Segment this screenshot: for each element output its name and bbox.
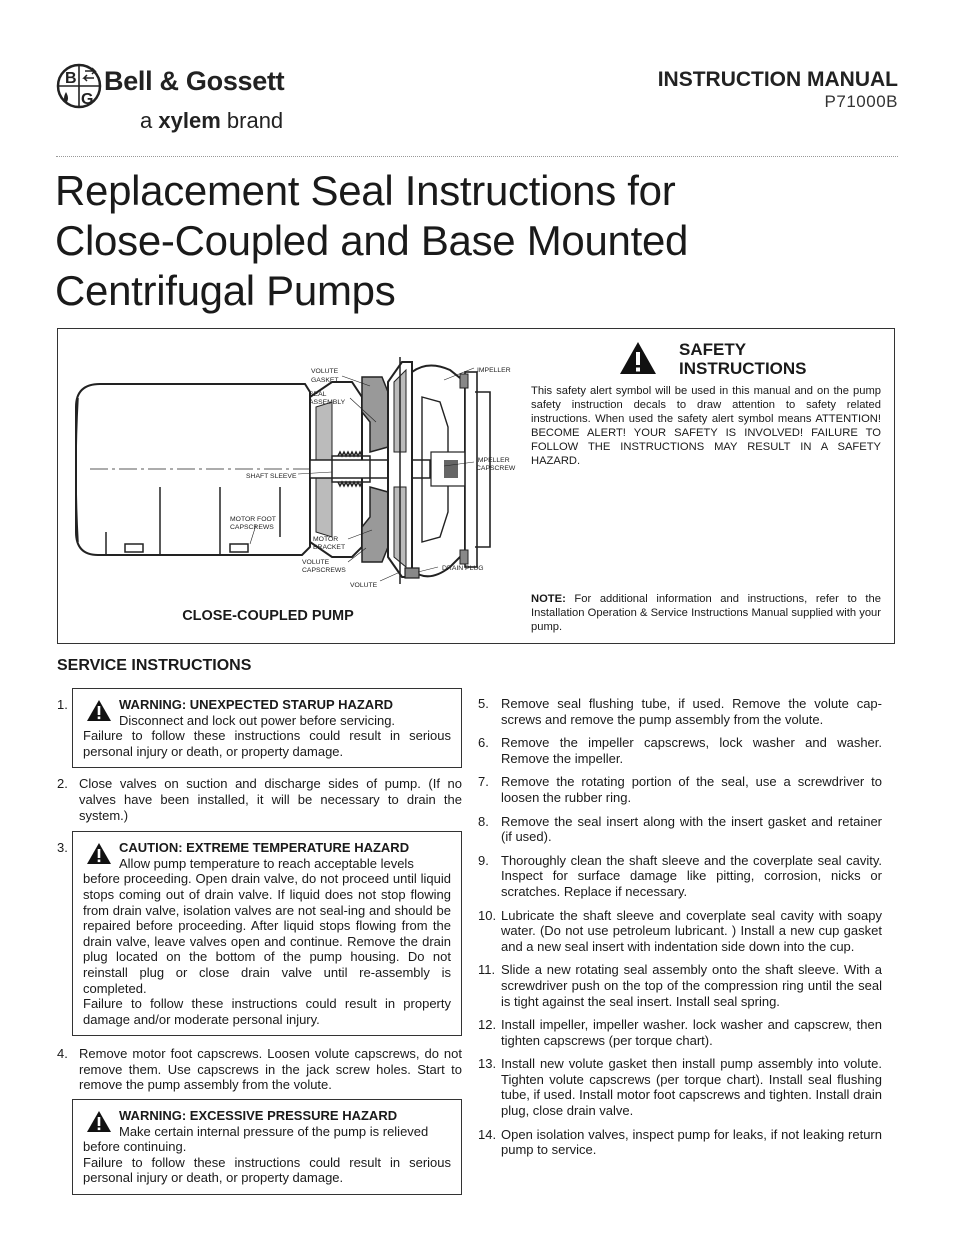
step-number: 2.: [57, 776, 68, 792]
label-volute-capscrews: VOLUTE: [302, 559, 330, 566]
label-motor-foot-capscrews: MOTOR FOOT: [230, 516, 276, 523]
caution-box: CAUTION: EXTREME TEMPERATURE HAZARD Allow pump temperature to reach acceptable levels before proceeding. Open drain valve, do not proceed until liquid stops coming out of drain valve. If liquid does not stop flowing from drain valve, isolation valves are not seal-ing and should be repaired before proceeding. After liquid stops flowing from the drain valve, leave valves open and continue. Remove the drain plug located on the bottom of the pump housing. Do not reinstall plug or close drain valve until re-assembly is completed. Failure to follow these instructions could result in property damage and/or moderate personal injury.: [72, 831, 462, 1036]
label-motor-bracket: MOTOR: [313, 536, 339, 543]
label-impeller-capscrew: IMPELLER: [476, 457, 510, 464]
document-type: INSTRUCTION MANUAL: [657, 68, 898, 91]
step-4: [57, 1046, 462, 1093]
svg-text:ASSEMBLY: ASSEMBLY: [309, 399, 346, 406]
brand-tagline: a xylem brand: [140, 108, 284, 133]
title-line: Close-Coupled and Base Mounted: [55, 217, 689, 264]
safety-description: This safety alert symbol will be used in this manual and on the pump safety instruction decals to draw attention to safety related instructions. When used the safety alert symbol means ATTENTION! BECOME ALERT! YOUR SAFETY IS INVOLVED! FAILURE TO FOLLOW THE INSTRUCTIONS MAY RESULT IN A SAFETY HAZARD.: [531, 385, 881, 467]
svg-text:CAPSCREWS: CAPSCREWS: [302, 567, 346, 574]
step-5: 5. Remove seal flushing tube, if used. Remove the volute cap-screws and remove the pump assembly from the volute.: [478, 696, 882, 727]
step-8: 8. Remove the seal insert along with the insert gasket and retainer (if used).: [478, 813, 882, 845]
svg-text:BRACKET: BRACKET: [313, 544, 346, 551]
pump-diagram: [70, 352, 530, 597]
step-number: 4.: [57, 1046, 68, 1062]
svg-text:CAPSCREWS: CAPSCREWS: [230, 524, 274, 531]
step-7: 7. Remove the rotating portion of the seal, use a screwdriver to loosen the rubber ring.: [478, 774, 882, 805]
page-title: [55, 166, 895, 316]
step-11: 11. Slide a new rotating seal assembly onto the shaft sleeve. With a screwdriver push on the top of the compression ring until the seal is tight against the seal insert. Install seal spring.: [478, 962, 882, 1009]
step-6: 6. Remove the impeller capscrews, lock washer and washer. Remove the impeller.: [478, 735, 882, 766]
xylem-wordmark: xylem: [158, 108, 221, 133]
step-3: [57, 831, 462, 1036]
label-seal-assembly: SEAL: [309, 391, 327, 398]
warning-box: WARNING: UNEXPECTED STARUP HAZARD Disconnect and lock out power before servicing. Failure to follow these instructions could result in serious personal injury or death, or property damage.: [72, 688, 462, 768]
label-shaft-sleeve: SHAFT SLEEVE: [246, 473, 297, 480]
label-drain-plug: DRAIN PLUG: [442, 565, 484, 572]
warning-title: WARNING: UNEXPECTED STARUP HAZARD: [119, 697, 393, 712]
step-text: Close valves on suction and discharge sides of pump. (If no valves have been installed, it will be necessary to drain the system.): [79, 776, 462, 823]
caution-title: CAUTION: EXTREME TEMPERATURE HAZARD: [119, 840, 410, 856]
title-line: Centrifugal Pumps: [55, 267, 396, 314]
note: [531, 592, 881, 634]
diagram-caption: CLOSE-COUPLED PUMP: [182, 608, 354, 624]
step-number: 1.: [57, 697, 68, 712]
note-label: NOTE:: [531, 593, 566, 605]
step-number: 3.: [57, 840, 68, 856]
logo-letter-b: B: [65, 70, 77, 87]
instructions-right-column: [478, 696, 882, 1166]
label-volute-gasket: VOLUTE: [311, 368, 339, 375]
safety-title: SAFETY INSTRUCTIONS: [679, 340, 807, 378]
step-12: 12. Install impeller, impeller washer. lock washer and capscrew, then tighten capscrews (per torque chart).: [478, 1017, 882, 1048]
instructions-left-column: [57, 688, 462, 1195]
step-text: Remove motor foot capscrews. Loosen volute capscrews, do not remove them. Use capscrews in the jack screw holes. Start to remove the pump assembly from the volute.: [79, 1046, 462, 1093]
document-code: P71000B: [824, 92, 898, 111]
warning-icon: [86, 699, 112, 722]
warning-box: WARNING: EXCESSIVE PRESSURE HAZARD Make certain internal pressure of the pump is relieved before continuing. Failure to follow these instructions could result in serious personal injury or death, or property damage.: [72, 1099, 462, 1195]
warning-icon: [86, 1110, 112, 1133]
label-impeller: IMPELLER: [477, 367, 511, 374]
safety-alert-icon: [618, 340, 658, 376]
step-13: 13. Install new volute gasket then install pump assembly into volute. Tighten volute capscrews (per torque chart). Install seal flushing tube, if used. Install motor foot capscrews and tighten. Install drain plug, close drain valve.: [478, 1056, 882, 1119]
warning-icon: [86, 842, 112, 865]
step-14: 14. Open isolation valves, inspect pump for leaks, if not leaking return pump to service.: [478, 1126, 882, 1158]
header-divider: [56, 156, 898, 157]
svg-text:GASKET: GASKET: [311, 377, 339, 384]
service-heading: SERVICE INSTRUCTIONS: [57, 657, 252, 674]
note-body: For additional information and instructions, refer to the Installation Operation & Service Instructions Manual supplied with your pump.: [531, 593, 881, 633]
label-volute: VOLUTE: [350, 582, 378, 589]
step-9: 9. Thoroughly clean the shaft sleeve and the coverplate seal cavity. Inspect for surface damage like pitting, corrosion, nicks or scratches. Replace if necessary.: [478, 852, 882, 899]
svg-text:CAPSCREW: CAPSCREW: [476, 465, 516, 472]
brand-name: Bell & Gossett: [104, 66, 285, 96]
warning-title: WARNING: EXCESSIVE PRESSURE HAZARD: [119, 1108, 398, 1124]
logo-letter-g: G: [81, 91, 94, 108]
title-line: Replacement Seal Instructions for: [55, 167, 676, 214]
step-2: [57, 776, 462, 823]
step-10: 10. Lubricate the shaft sleeve and coverplate seal cavity with soapy water. (Do not use petroleum lubricant. ) Install a new cup gasket and a new seal insert with indentation side down into the cup.: [478, 907, 882, 954]
step-1: [57, 688, 462, 768]
